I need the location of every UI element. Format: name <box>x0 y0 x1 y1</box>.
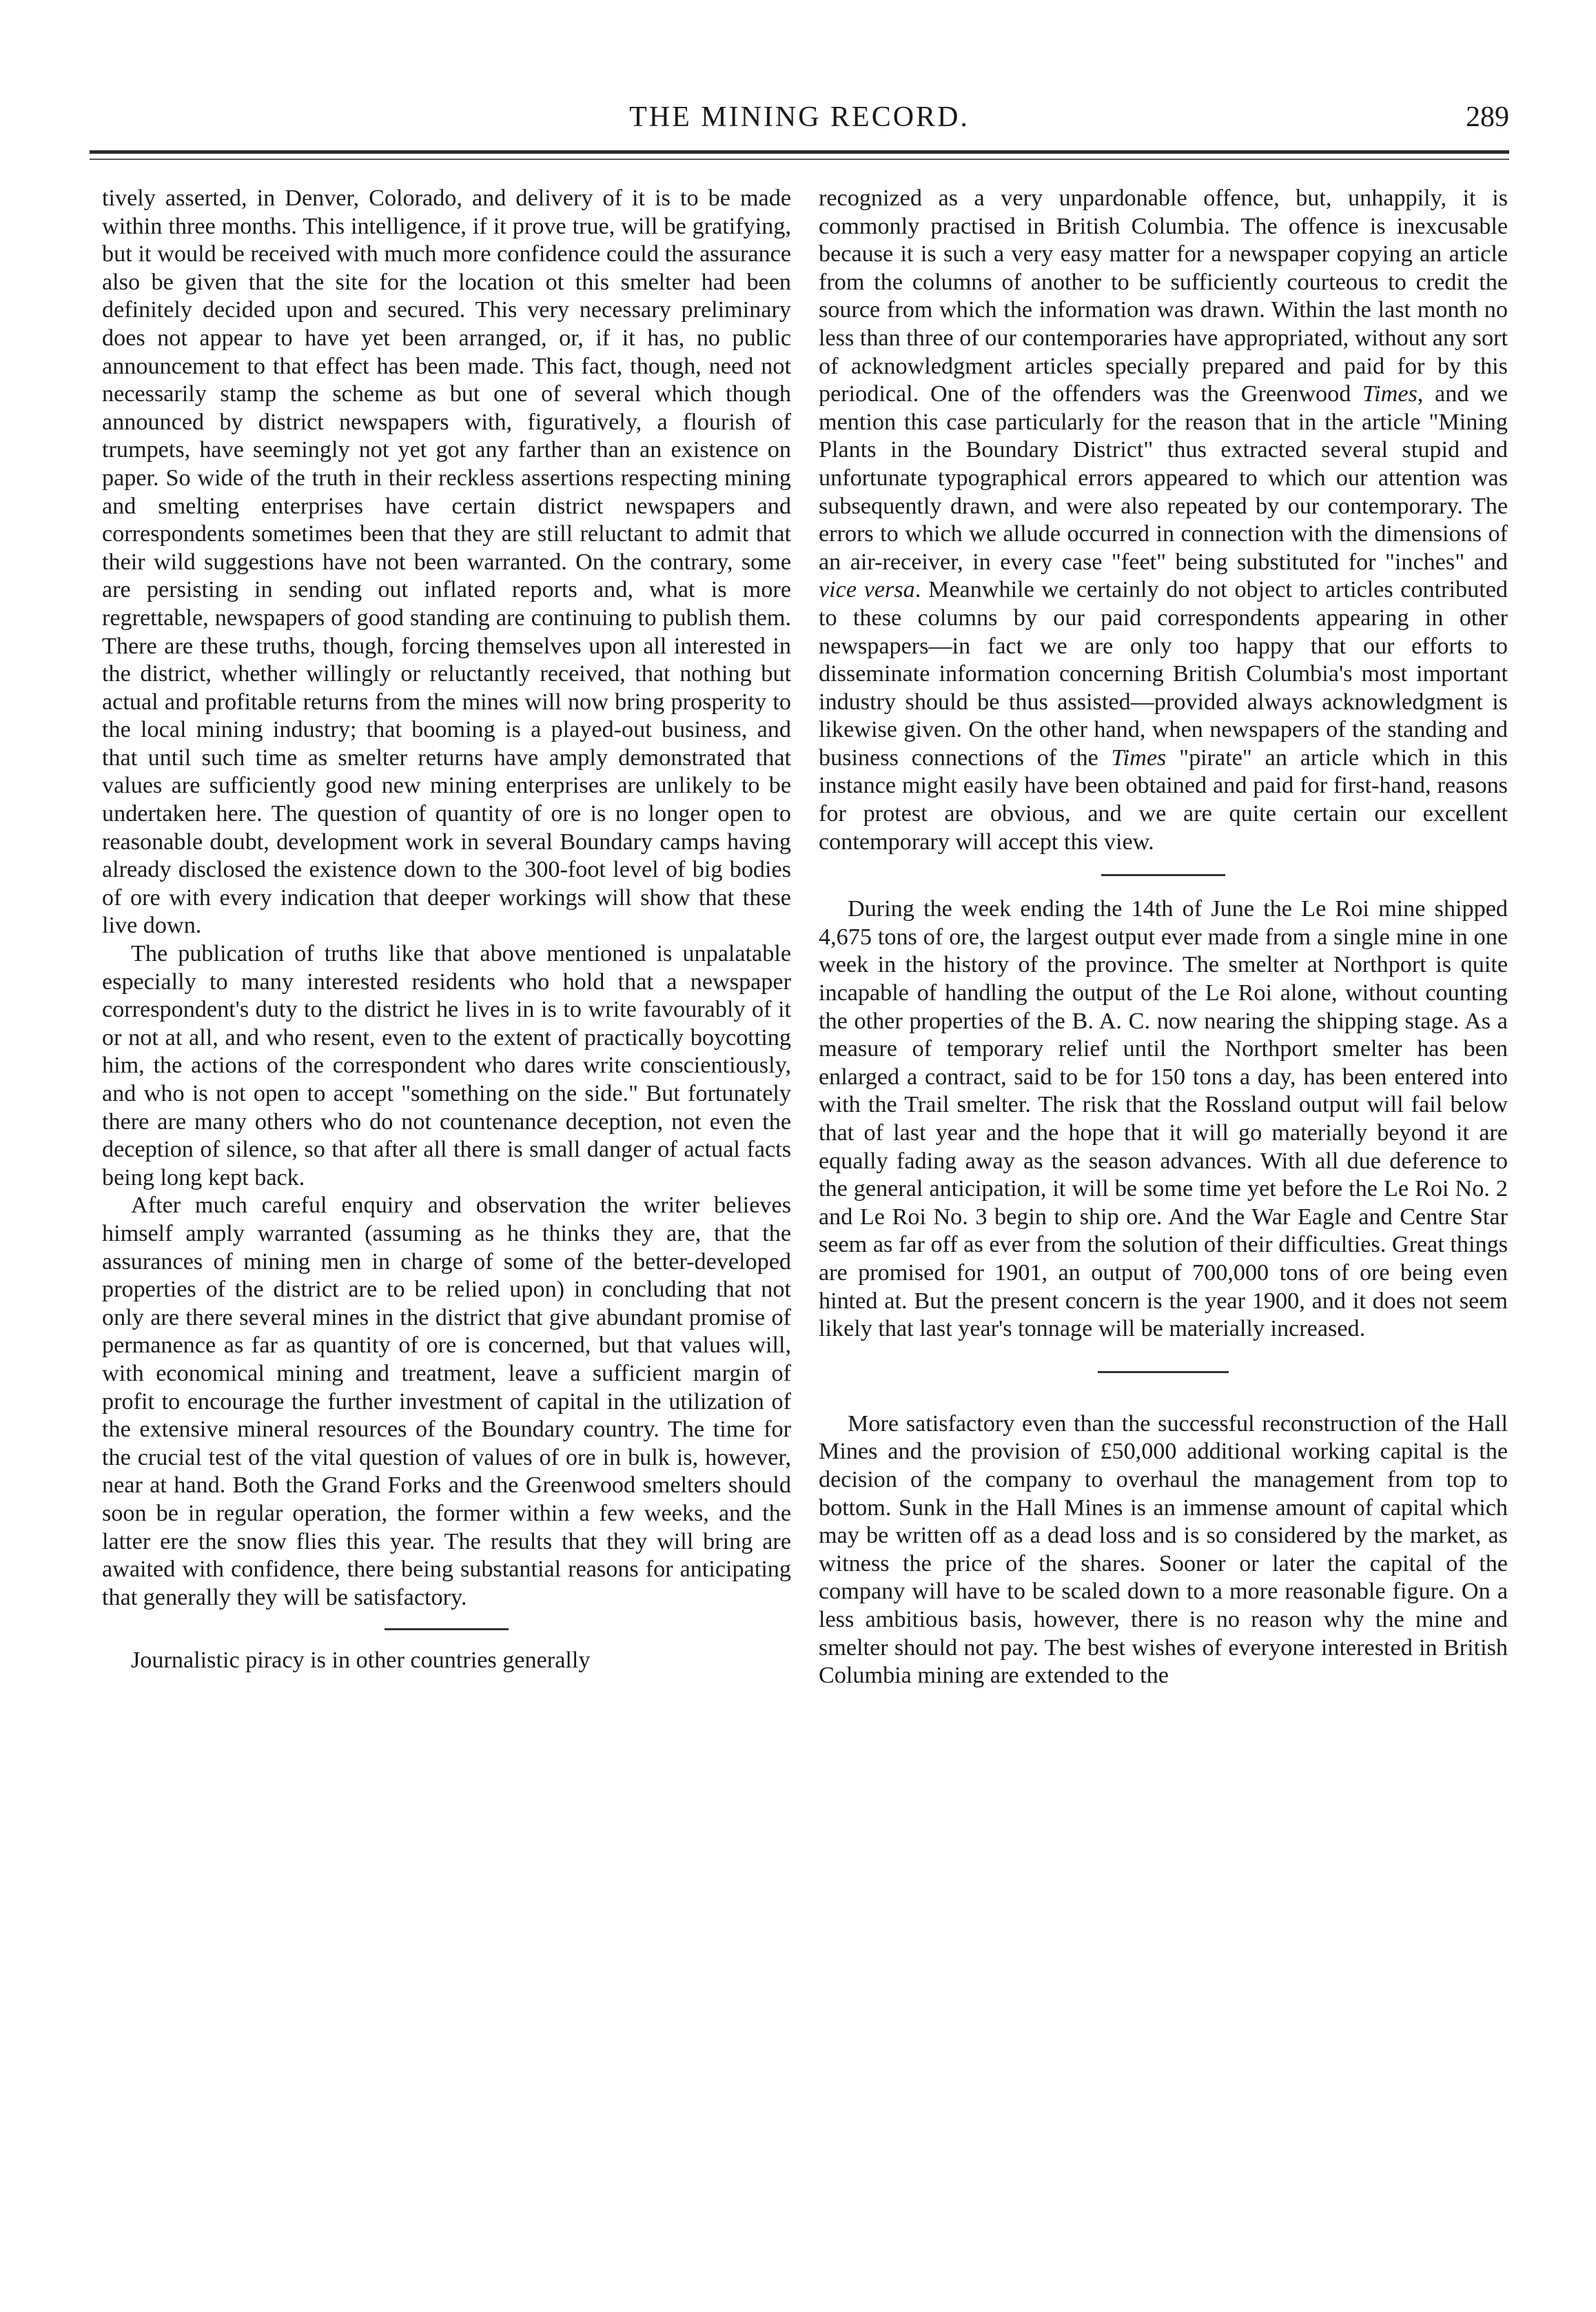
publication-title: Times <box>1362 381 1418 407</box>
paragraph: More satisfactory even than the successful reconstruction of the Hall Mines and the provision of £50,000 additional working capital is the decision of the company to overhaul the management from top to bottom. Sunk in the Hall Mines is an immense amount of capital which may be written off as a dead loss and is so considered by the market, as witness the price of the shares. Sooner or later the capital of the company will have to be scaled down to a more reasonable figure. On a less ambitious basis, however, there is no reason why the mine and smelter should not pay. The best wishes of everyone interested in British Columbia mining are extended to the <box>819 1410 1508 1689</box>
paragraph: The publication of truths like that above mentioned is unpalatable especially to many interested residents who hold that a newspaper correspondent's duty to the district he lives in is to write favourably of it or not at all, and who resent, even to the extent of practically boycotting him, the actions of the correspondent who dares write conscientiously, and who is not open to accept "something on the side." But fortunately there are many others who do not countenance deception, not even the deception of silence, so that after all there is small danger of actual facts being long kept back. <box>102 941 791 1190</box>
paragraph: tively asserted, in Denver, Colorado, and delivery of it is to be made within three months. This intelligence, if it prove true, will be gratifying, but it would be received with much more confidence could the assurance also be given that the site for the location ot this smelter had been definitely decided upon and secured. This very necessary preliminary does not appear to have yet been arranged, or, if it has, no public announcement to that effect has been made. This fact, though, need not necessarily stamp the scheme as but one of several which though announced by district newspapers with, figuratively, a flourish of trumpets, have seemingly not yet got any farther than an existence on paper. So wide of the truth in their reckless assertions respecting mining and smelting enterprises have certain district newspapers and correspondents sometimes been that they are still reluctant to admit that their wild suggestions have not been warranted. On the contrary, some are persisting in sending out inflated reports and, what is more regrettable, newspapers of good standing are continuing to publish them. There are these truths, though, forcing themselves upon all interested in the district, whether willingly or reluctantly received, that nothing but actual and profitable returns from the mines will now bring prosperity to the local mining industry; that booming is a played-out business, and that until such time as smelter returns have amply demonstrated that values are sufficiently good new mining enterprises are unlikely to be undertaken here. The question of quantity of ore is no longer open to reasonable doubt, development work in several Boundary camps having already disclosed the existence down to the 300-foot level of big bodies of ore with every indication that deeper workings will show that these live down. <box>102 185 791 939</box>
publication-title: Times <box>1111 744 1167 771</box>
paragraph-piracy <box>819 185 1508 856</box>
text-run: "pirate" an article which in this instance might easily have been obtained and paid for first-hand, reasons for protest are obvious, and we are quite certain our excellent contemporary will accept this view. <box>819 744 1508 855</box>
paragraph: During the week ending the 14th of June the Le Roi mine shipped 4,675 tons of ore, the largest output ever made from a single mine in one week in the history of the province. The smelter at Northport is quite incapable of handling the output of the Le Roi alone, without counting the other properties of the B. A. C. now nearing the shipping stage. As a measure of temporary relief until the Northport smelter has been enlarged a contract, said to be for 150 tons a day, has been entered into with the Trail smelter. The risk that the Rossland output will fail below that of last year and the hope that it will go materially beyond it are equally fading away as the season advances. With all due deference to the general anticipation, it will be some time yet before the Le Roi No. 2 and Le Roi No. 3 begin to ship ore. And the War Eagle and Centre Star seem as far off as ever from the solution of their difficulties. Great things are promised for 1901, an output of 700,000 tons of ore being even hinted at. But the present concern is the year 1900, and it does not seem likely that last year's tonnage will be materially increased. <box>819 896 1508 1342</box>
running-title: THE MINING RECORD. <box>629 101 970 133</box>
text-run: recognized as a very unpardonable offence, but, unhappily, it is commonly practised in British Columbia. The offence is inexcusable because it is such a very easy matter for a newspaper copying an article from the columns of another to be sufficiently courteous to credit the source from which the information was drawn. Within the last month no less than three of our contemporaries have appropriated, without any sort of acknowledgment articles specially prepared and paid for by this periodical. One of the offenders was the Greenwood <box>819 185 1508 407</box>
latin-phrase: vice versa <box>819 577 915 603</box>
text-run: , and we mention this case particularly for the reason that in the article "Mining Plants in the Boundary District" thus extracted several stupid and unfortunate typographical errors appeared to which our attention was subsequently drawn, and were also repeated by our contemporary. The errors to which we allude occurred in connection with the dimensions of an air-receiver, in every case "feet" being substituted for "inches" and <box>819 381 1508 575</box>
paragraph: After much careful enquiry and observation the writer believes himself amply warranted (assuming as he thinks they are, that the assurances of mining men in charge of some of the better-developed properties of the district are to be relied upon) in concluding that not only are there several mines in the district that give abundant promise of permanence as far as quantity of ore is concerned, but that values will, with economical mining and treatment, leave a sufficient margin of profit to encourage the further investment of capital in the utilization of the extensive mineral resources of the Boundary country. The time for the crucial test of the vital question of values of ore in bulk is, however, near at hand. Both the Grand Forks and the Greenwood smelters should soon be in regular operation, the former within a few weeks, and the latter ere the snow flies this year. The results that they will bring are awaited with confidence, there being substantial reasons for anticipating that generally they will be satisfactory. <box>102 1193 791 1610</box>
section-divider <box>385 1628 509 1630</box>
header-rule-thin <box>90 159 1509 160</box>
section-divider <box>1098 1371 1229 1373</box>
paragraph: Journalistic piracy is in other countries generally <box>131 1647 591 1674</box>
left-column <box>102 185 791 1675</box>
page-number: 289 <box>1466 101 1509 133</box>
page-header <box>90 97 1509 145</box>
right-column <box>819 185 1508 1690</box>
header-rule <box>90 150 1509 154</box>
section-divider <box>1101 874 1225 876</box>
text-run: . Meanwhile we certainly do not object to articles contributed to these columns by our paid correspondents appearing in other newspapers—in fact we are only too happy that our efforts to disseminate information concerning British Columbia's most important industry should be thus assisted—provided always acknowledgment is likewise given. On the other hand, when newspapers of the standing and business connections of the <box>819 577 1508 771</box>
